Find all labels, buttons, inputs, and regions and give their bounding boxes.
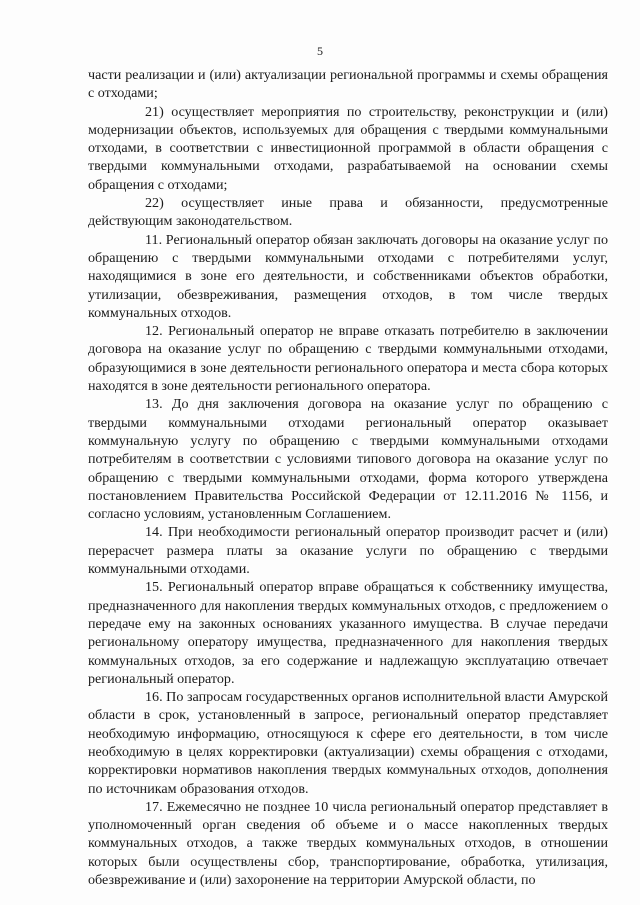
paragraph-17: 17. Ежемесячно не позднее 10 числа региональный оператор представляет в уполномоченный орган сведения об объеме и о массе накопленных твердых коммунальных отходов, а также твердых коммунальных отходов, в отношении которых были осуществлены сбор, транспортирование, обработка, утилизация, обезвреживание и (или) захоронение на территории Амурской области, по <box>88 798 608 889</box>
page-number: 5 <box>317 44 323 58</box>
paragraph-11: 11. Региональный оператор обязан заключать договоры на оказание услуг по обращению с твердыми коммунальными отходами с потребителями услуг, находящимися в зоне его деятельности, и собственниками объектов обработки, утилизации, обезвреживания, размещения отходов, в том числе твердых коммунальных отходов. <box>88 231 608 321</box>
paragraph-12: 12. Региональный оператор не вправе отказать потребителю в заключении договора на оказание услуг по обращению с твердыми коммунальными отходами, образующимися в зоне деятельности регионального оператора и места сбора которых находятся в зоне деятельности регионального оператора. <box>88 323 608 395</box>
paragraph-continuation: части реализации и (или) актуализации региональной программы и схемы обращения с отходами; <box>88 67 608 102</box>
paragraph-15: 15. Региональный оператор вправе обращаться к собственнику имущества, предназначенного для накопления твердых коммунальных отходов, с предложением о передаче ему на законных основаниях указанного имущества. В случае передачи региональному оператору имущества, предназначенного для накопления твердых коммунальных отходов, за его содержание и надлежащую эксплуатацию отвечает региональный оператор. <box>88 579 608 687</box>
paragraph-16: 16. По запросам государственных органов исполнительной власти Амурской области в срок, установленный в запросе, региональный оператор представляет необходимую информацию, относящуюся к сфере его деятельности, в том числе необходимую в целях корректировки (актуализации) схемы обращения с отходами, корректировки нормативов накопления твердых коммунальных отходов, дополнения по источникам образования отходов. <box>88 689 608 797</box>
paragraph-item-22: 22) осуществляет иные права и обязанности, предусмотренные действующим законодательством. <box>88 195 608 230</box>
paragraph-14: 14. При необходимости региональный оператор производит расчет и (или) перерасчет размера платы за оказание услуги по обращению с твердыми коммунальными отходами. <box>88 524 608 578</box>
document-body <box>88 66 608 889</box>
paragraph-13: 13. До дня заключения договора на оказание услуг по обращению с твердыми коммунальными отходами региональный оператор оказывает коммунальную услугу по обращению с твердыми коммунальными отходами потребителям в соответствии с условиями типового договора на оказание услуг по обращению с твердыми коммунальными отходами, форма которого утверждена постановлением Правительства Российской Федерации от 12.11.2016 № 1156, и согласно условиям, установленным Соглашением. <box>88 396 608 523</box>
paragraph-item-21: 21) осуществляет мероприятия по строительству, реконструкции и (или) модернизации объектов, используемых для обращения с твердыми коммунальными отходами, в соответствии с инвестиционной программой в области обращения с твердыми коммунальными отходами, разрабатываемой на основании схемы обращения с отходами; <box>88 103 608 193</box>
